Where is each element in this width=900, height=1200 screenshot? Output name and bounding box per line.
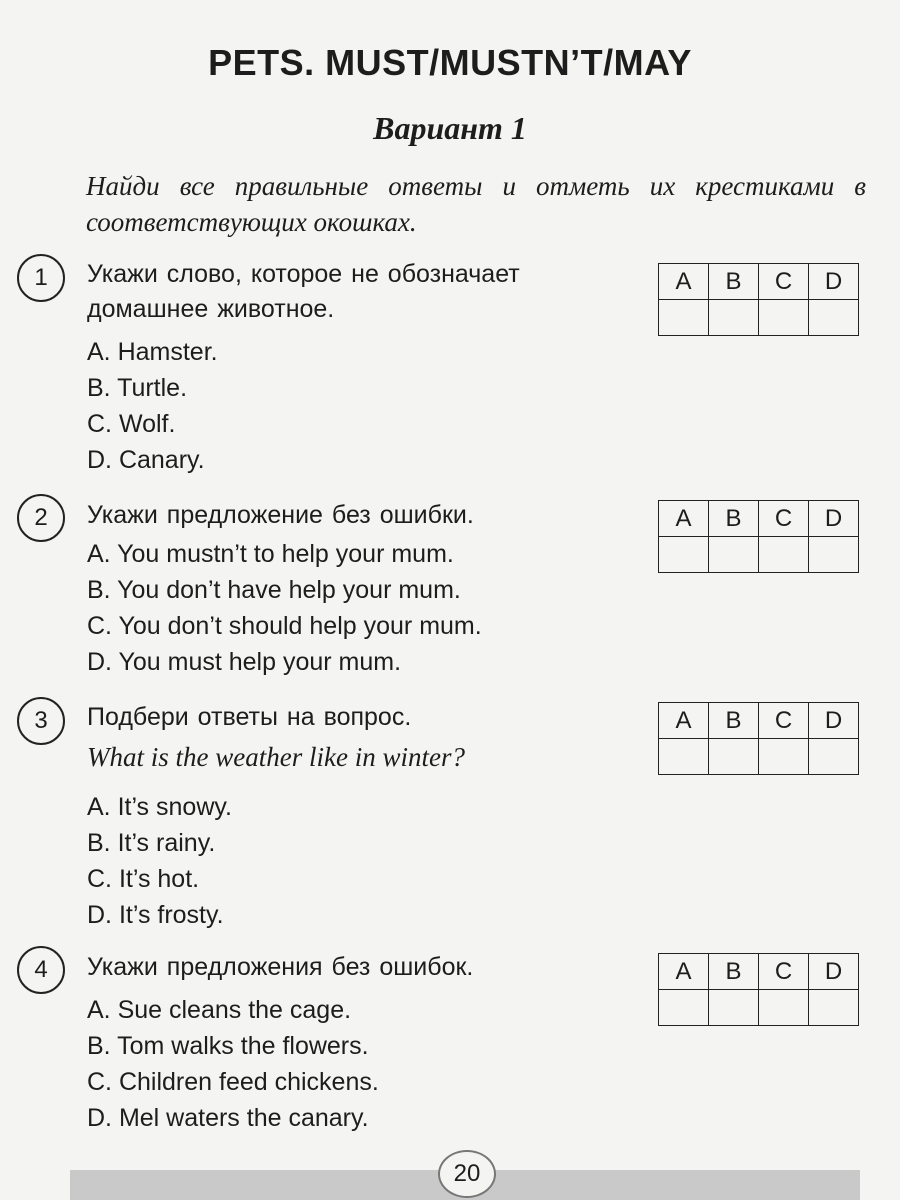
- option-b: B. It’s rainy.: [87, 829, 216, 857]
- answer-letter-a: A: [659, 954, 709, 990]
- answer-grid: [658, 953, 859, 1026]
- answer-checkbox-b[interactable]: [709, 739, 759, 775]
- variant-heading: Вариант 1: [373, 110, 527, 146]
- question-number: 2: [17, 494, 65, 542]
- answer-checkbox-d[interactable]: [809, 300, 859, 336]
- option-d: D. Canary.: [87, 446, 205, 474]
- answer-grid: [658, 500, 859, 573]
- page-number: 20: [438, 1150, 496, 1198]
- instruction-text: Найди все правильные ответы и отметь их крестиками в соответствующих окошках.: [86, 171, 866, 237]
- answer-grid: [658, 702, 859, 775]
- question-prompt: Укажи слово, которое не обозначает домашнее животное.: [87, 260, 520, 323]
- question-prompt-english: What is the weather like in winter?: [87, 742, 465, 772]
- question-prompt: Укажи предложение без ошибки.: [87, 501, 474, 529]
- answer-checkbox-a[interactable]: [659, 990, 709, 1026]
- answer-letter-c: C: [759, 954, 809, 990]
- answer-checkbox-d[interactable]: [809, 537, 859, 573]
- option-d: D. It’s frosty.: [87, 901, 224, 929]
- answer-letter-b: B: [709, 264, 759, 300]
- answer-checkbox-a[interactable]: [659, 739, 709, 775]
- answer-checkbox-c[interactable]: [759, 990, 809, 1026]
- option-a: A. It’s snowy.: [87, 793, 232, 821]
- answer-letter-a: A: [659, 264, 709, 300]
- answer-checkbox-b[interactable]: [709, 537, 759, 573]
- answer-checkbox-d[interactable]: [809, 739, 859, 775]
- page-title: PETS. MUST/MUSTN’T/MAY: [208, 42, 692, 83]
- answer-letter-b: B: [709, 501, 759, 537]
- answer-letter-b: B: [709, 703, 759, 739]
- answer-letter-c: C: [759, 703, 809, 739]
- option-a: A. You mustn’t to help your mum.: [87, 540, 454, 568]
- option-c: C. You don’t should help your mum.: [87, 612, 482, 640]
- answer-checkbox-a[interactable]: [659, 300, 709, 336]
- option-a: A. Sue cleans the cage.: [87, 996, 352, 1024]
- answer-checkbox-b[interactable]: [709, 990, 759, 1026]
- answer-letter-d: D: [809, 703, 859, 739]
- answer-checkbox-d[interactable]: [809, 990, 859, 1026]
- answer-checkbox-c[interactable]: [759, 739, 809, 775]
- option-d: D. You must help your mum.: [87, 648, 402, 676]
- answer-letter-a: A: [659, 703, 709, 739]
- option-a: A. Hamster.: [87, 338, 218, 366]
- answer-checkbox-a[interactable]: [659, 537, 709, 573]
- option-d: D. Mel waters the canary.: [87, 1104, 369, 1132]
- option-c: C. Wolf.: [87, 410, 176, 438]
- option-b: B. Turtle.: [87, 374, 188, 402]
- answer-letter-c: C: [759, 264, 809, 300]
- answer-grid: [658, 263, 859, 336]
- question-prompt: Подбери ответы на вопрос.: [87, 703, 412, 731]
- option-b: B. Tom walks the flowers.: [87, 1032, 369, 1060]
- answer-letter-b: B: [709, 954, 759, 990]
- option-c: C. Children feed chickens.: [87, 1068, 379, 1096]
- answer-letter-d: D: [809, 264, 859, 300]
- answer-letter-d: D: [809, 501, 859, 537]
- answer-letter-d: D: [809, 954, 859, 990]
- question-number: 3: [17, 697, 65, 745]
- answer-letter-c: C: [759, 501, 809, 537]
- option-b: B. You don’t have help your mum.: [87, 576, 461, 604]
- question-number: 4: [17, 946, 65, 994]
- answer-checkbox-c[interactable]: [759, 300, 809, 336]
- answer-letter-a: A: [659, 501, 709, 537]
- question-number: 1: [17, 254, 65, 302]
- question-prompt: Укажи предложения без ошибок.: [87, 953, 474, 981]
- answer-checkbox-b[interactable]: [709, 300, 759, 336]
- answer-checkbox-c[interactable]: [759, 537, 809, 573]
- option-c: C. It’s hot.: [87, 865, 200, 893]
